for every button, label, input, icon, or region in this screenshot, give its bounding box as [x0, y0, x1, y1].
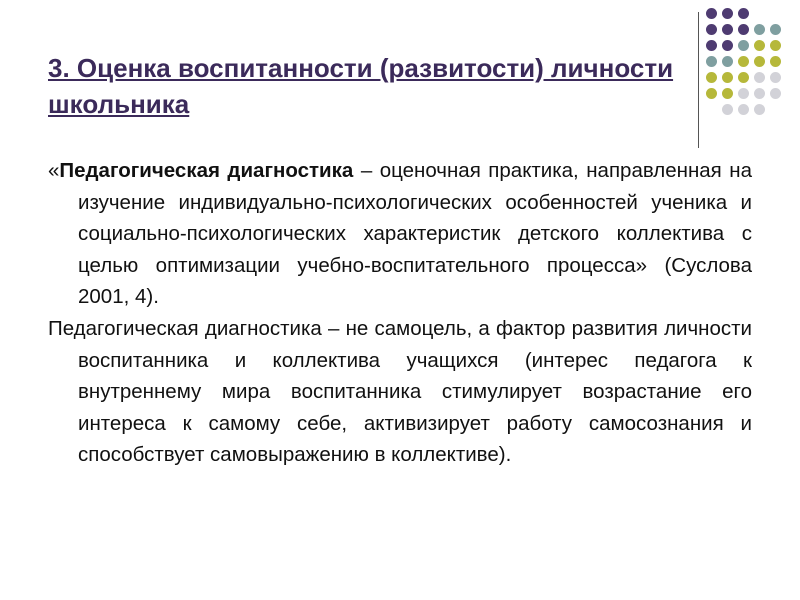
decor-dot: [770, 88, 781, 99]
decor-dot: [706, 40, 717, 51]
decor-dot: [706, 88, 717, 99]
decor-dot: [722, 104, 733, 115]
decor-dot: [722, 40, 733, 51]
decor-dot: [738, 72, 749, 83]
decor-dot: [754, 56, 765, 67]
dot-grid-decoration: [706, 8, 786, 128]
vertical-divider: [698, 12, 699, 148]
decor-dot: [738, 56, 749, 67]
term-bold: Педагогическая диагностика: [59, 159, 354, 182]
decor-dot: [722, 88, 733, 99]
definition-text: – оценочная практика, направленная на изучение индивидуально-психологических особенностей ученика и социально-психологических характеристик детского коллектива с целью оптимизации учебно-воспитательного процесса» (Суслова 2001, 4).: [78, 159, 752, 309]
decor-dot: [722, 56, 733, 67]
decor-dot: [754, 24, 765, 35]
decor-dot: [738, 8, 749, 19]
decor-dot: [754, 72, 765, 83]
decor-dot: [706, 72, 717, 83]
decor-dot: [722, 8, 733, 19]
decor-dot: [738, 24, 749, 35]
decor-dot: [754, 88, 765, 99]
decor-dot: [770, 56, 781, 67]
decor-dot: [770, 72, 781, 83]
paragraph-explanation: Педагогическая диагностика – не самоцель, а фактор развития личности воспитанника и коллектива учащихся (интерес педагога к внутреннему мира воспитанника стимулирует возрастание его интереса к самому себе, активизирует работу самосознания и способствует самовыражению в коллективе).: [48, 316, 752, 467]
decor-dot: [770, 40, 781, 51]
decor-dot: [738, 88, 749, 99]
open-quote: «: [48, 159, 60, 182]
decor-dot: [722, 72, 733, 83]
decor-dot: [754, 104, 765, 115]
decor-dot: [706, 8, 717, 19]
decor-dot: [738, 104, 749, 115]
decor-dot: [706, 56, 717, 67]
slide-title: 3. Оценка воспитанности (развитости) личности школьника: [48, 53, 674, 119]
decor-dot: [706, 24, 717, 35]
decor-dot: [770, 24, 781, 35]
slide-body: [48, 155, 752, 471]
decor-dot: [738, 40, 749, 51]
decor-dot: [722, 24, 733, 35]
paragraph-definition: [48, 155, 752, 313]
decor-dot: [754, 40, 765, 51]
